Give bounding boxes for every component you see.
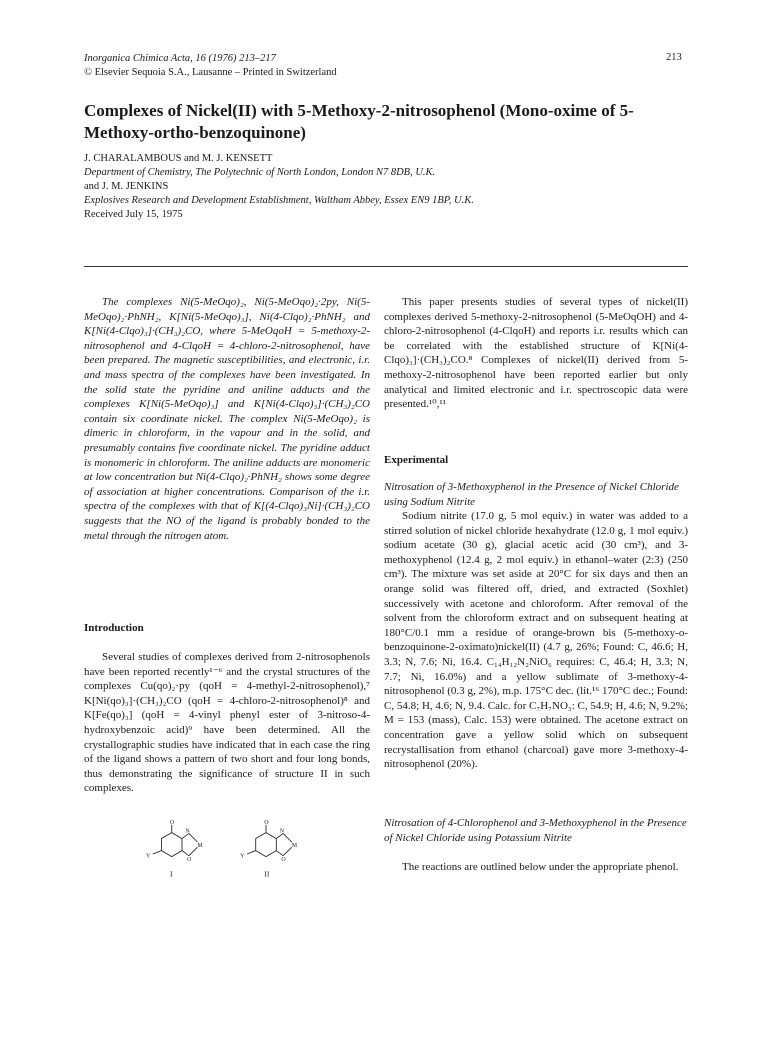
struct1-m: M [197,843,203,850]
struct1-n: N [185,828,190,835]
struct1-o-bottom: O [187,856,192,863]
author-line-2: and J. M. JENKINS [84,181,169,192]
affiliation-2: Explosives Research and Development Establishment, Waltham Abbey, Essex EN9 1BP, U.K. [84,195,474,206]
experimental-body [384,509,688,772]
struct2-n: N [279,828,285,835]
introduction-body [84,650,370,796]
structure-II [247,825,292,857]
struct2-m: M [291,843,298,850]
copyright-line: © Elsevier Sequoia S.A., Lausanne – Printed in Switzerland [84,67,337,78]
experimental-text: Sodium nitrite (17.0 g, 5 mol equiv.) in water was added to a stirred solution of nickel chloride hexahydrate (12.0 g, 1 mol equiv.) sodium acetate (30 g), glacial acetic acid (30 cm³), and 3-methoxyphenol (12.4 g, 2 mol equiv.) in ethanol–water (2:3) (250 cm³). The mixture was set aside at 20°C for six days and then an orange solid was filtered off, dried, and extracted (Soxhlet) successively with acetone and chloroform. After removal of the solvent from the chloroform extract and on subsequent heating at 180°C/0.1 mm a residue of orange-brown bis (5-methoxy-o-benzoquinone-2-oximato)nickel(II) (4.7 g, 26%; Found: C, 46.6; H, 3.3; N, 7.6; Ni, 16.4. C₁₄H₁₂N₂NiO₆ requires: C, 46.4; H, 3.3; N, 7.7; Ni, 16.0%) and a yellow sublimate of 3-methoxy-4-nitrosophenol (0.3 g, 2%), m.p. 175°C dec. (lit.¹⁶ 170°C dec.; Found: C, 54.8; H, 4.6; N, 9.4. Calc. for C₇H₇NO₃: C, 54.9; H, 4.6; N, 9.2%; M = 153 (mass), Calc. 153) were obtained. The acetone extract on concentration gave a yellow solid which on subsequent recrystallisation from ethanol (charcoal) gave more 3-methoxy-4-nitrosophenol (20%). [384,510,688,771]
struct2-o-top: O [264,820,269,826]
received-date: Received July 15, 1975 [84,209,183,220]
introduction-text: Several studies of complexes derived from 2-nitrosophenols have been reported recently¹⁻⁶ and the crystal structures of the complexes Cu(qo)₂·py (qoH = 4-methyl-2-nitrosophenol),⁷ K[Ni(qo)₃]·(CH₃)₂CO (qoH = 4-chloro-2-nitrosophenol)⁸ and K[Fe(qo)₃] (qoH = 4-vinyl phenyl ester of 3-nitroso-4-hydroxybenzoic acid)⁹ have been determined. All the crystallographic studies have indicated that in each case the ring of the ligand shows a pattern of two short and four long bonds, thus demonstrating the significance of structure II in such complexes. [84,651,370,795]
experimental-heading: Experimental [384,454,449,466]
right-intro [384,295,688,412]
page-number: 213 [666,52,682,63]
right-intro-text: This paper presents studies of several types of nickel(II) complexes derived 5-methoxy-2-nitrosophenol (5-MeOqOH) and 4-chloro-2-nitrosophenol (4-ClqoH) and reports i.r. results which can be correlated with the established structure of K[Ni(4-Clqo)₃]·(CH₃)₂CO.⁸ Complexes of nickel(II) derived from 5-methoxy-2-nitrosophenol have been reported earlier but only analytical and limited electronic and i.r. spectroscopic data were presented.¹⁰,¹¹ [384,296,688,411]
structure-label-II: II [264,869,270,878]
abstract-text: The complexes Ni(5-MeOqo)₂, Ni(5-MeOqo)₂·2py, Ni(5-MeOqo)₂·PhNH₂, K[Ni(5-MeOqo)₃], Ni(4-Clqo)₂·PhNH₂ and K[Ni(4-Clqo)₃]·(CH₃)₂CO, where 5-MeOqoH = 5-methoxy-2-nitrosophenol and 4-ClqoH = 4-chloro-2-nitrosophenol, have been prepared. The magnetic susceptibilities, and electronic, i.r. and mass spectra of the complexes have been investigated. In the solid state the pyridine and aniline adducts and the complexes K[Ni(5-MeOqo)₃] and K[Ni(4-Clqo)₃]·(CH₃)₂CO contain six coordinate nickel. The complex Ni(5-MeOqo)₂ is dimeric in chloroform, in the vapour and in the solid, and presumably contains five coordinate nickel. The pyridine adduct is monomeric in chloroform. The aniline adducts are monomeric at low concentration but Ni(4-Clqo)₂·PhNH₂ shows some degree of association at higher concentrations. Comparison of the i.r. spectra of the complexes with that of K[(4-Clqo)₃Ni]·(CH₃)₂CO suggests that the NO of the ligand is probably bonded to the metal through the nitrogen atom. [84,296,370,542]
structure-I [153,825,198,857]
final-paragraph [384,860,688,875]
affiliation-1: Department of Chemistry, The Polytechnic of North London, London N7 8DB, U.K. [84,167,436,178]
structure-label-I: I [170,869,173,878]
structures-figure [120,818,340,878]
struct2-y: Y [240,853,245,860]
subheading-1: Nitrosation of 3-Methoxyphenol in the Presence of Nickel Chloride using Sodium Nitrite [384,481,679,508]
struct1-y: Y [146,853,151,860]
final-paragraph-text: The reactions are outlined below under the appropriate phenol. [402,861,679,873]
article-title: Complexes of Nickel(II) with 5-Methoxy-2-nitrosophenol (Mono-oxime of 5-Methoxy-ortho-benzoquinone) [84,101,634,142]
subheading-2: Nitrosation of 4-Chlorophenol and 3-Methoxyphenol in the Presence of Nickel Chloride using Potassium Nitrite [384,817,687,844]
introduction-heading: Introduction [84,622,144,634]
header-rule [84,266,688,267]
journal-citation: Inorganica Chimica Acta, 16 (1976) 213–217 [84,53,276,64]
struct1-o-top: O [170,820,175,826]
struct2-o-bottom: O [281,856,286,863]
author-line-1: J. CHARALAMBOUS and M. J. KENSETT [84,153,273,164]
abstract [84,295,370,543]
